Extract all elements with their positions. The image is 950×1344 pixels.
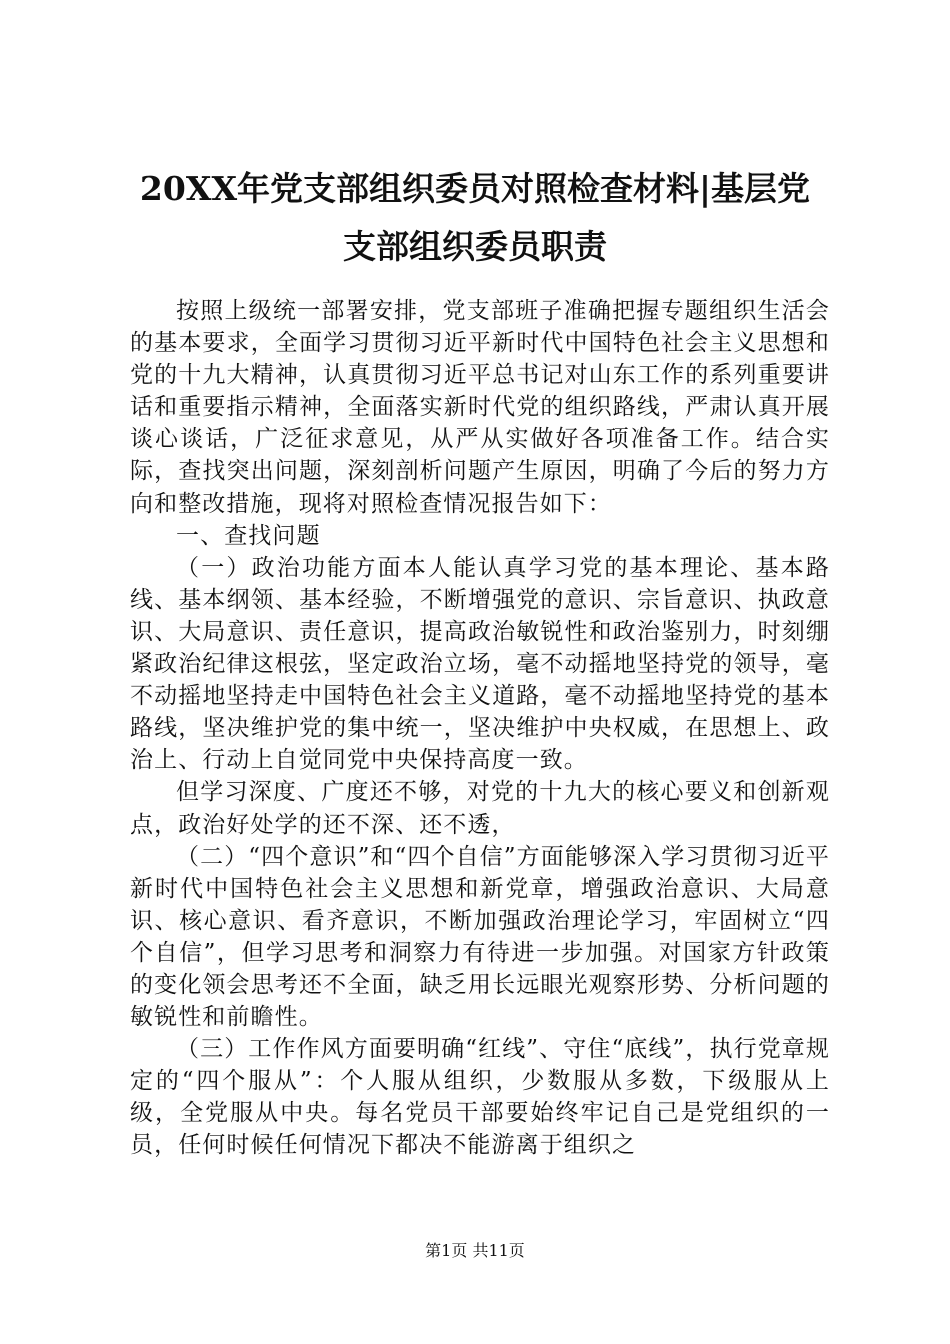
page-footer — [0, 1240, 950, 1262]
page-number: 第1页 共11页 — [425, 1241, 525, 1260]
paragraph-intro: 按照上级统一部署安排，党支部班子准确把握专题组织生活会的基本要求，全面学习贯彻习近平新时代中国特色社会主义思想和党的十九大精神，认真贯彻习近平总书记对山东工作的系列重要讲话和重要指示精神，全面落实新时代党的组织路线，严肃认真开展谈心谈话，广泛征求意见，从严从实做好各项准备工作。结合实际，查找突出问题，深刻剖析问题产生原因，明确了今后的努力方向和整改措施，现将对照检查情况报告如下： — [130, 298, 830, 517]
title-line-1: 20XX年党支部组织委员对照检查材料|基层党 — [139, 169, 811, 208]
document-body — [130, 295, 830, 1162]
paragraph-four-consciousness: （二）“四个意识”和“四个自信”方面能够深入学习贯彻习近平新时代中国特色社会主义思想和新党章，增强政治意识、大局意识、核心意识、看齐意识，不断加强政治理论学习，牢固树立“四个自信”，但学习思考和洞察力有待进一步加强。对国家方针政策的变化领会思考还不全面，缺乏用长远眼光观察形势、分析问题的敏锐性和前瞻性。 — [130, 843, 830, 1031]
paragraph-shortcoming: 但学习深度、广度还不够，对党的十九大的核心要义和创新观点，政治好处学的还不深、还不透， — [130, 779, 830, 838]
document-title — [110, 160, 840, 276]
paragraph-political-function: （一）政治功能方面本人能认真学习党的基本理论、基本路线、基本纲领、基本经验，不断增强党的意识、宗旨意识、执政意识、大局意识、责任意识，提高政治敏锐性和政治鉴别力，时刻绷紧政治纪律这根弦，坚定政治立场，毫不动摇地坚持党的领导，毫不动摇地坚持走中国特色社会主义道路，毫不动摇地坚持党的基本路线，坚决维护党的集中统一，坚决维护中央权威，在思想上、政治上、行动上自觉同党中央保持高度一致。 — [130, 554, 830, 774]
section-heading: 一、查找问题 — [176, 522, 321, 549]
title-line-2: 支部组织委员职责 — [343, 227, 607, 266]
paragraph-work-style: （三）工作作风方面要明确“红线”、守住“底线”，执行党章规定的“四个服从”：个人服从组织，少数服从多数，下级服从上级，全党服从中央。每名党员干部要始终牢记自己是党组织的一员，任何时候任何情况下都决不能游离于组织之 — [130, 1036, 830, 1159]
